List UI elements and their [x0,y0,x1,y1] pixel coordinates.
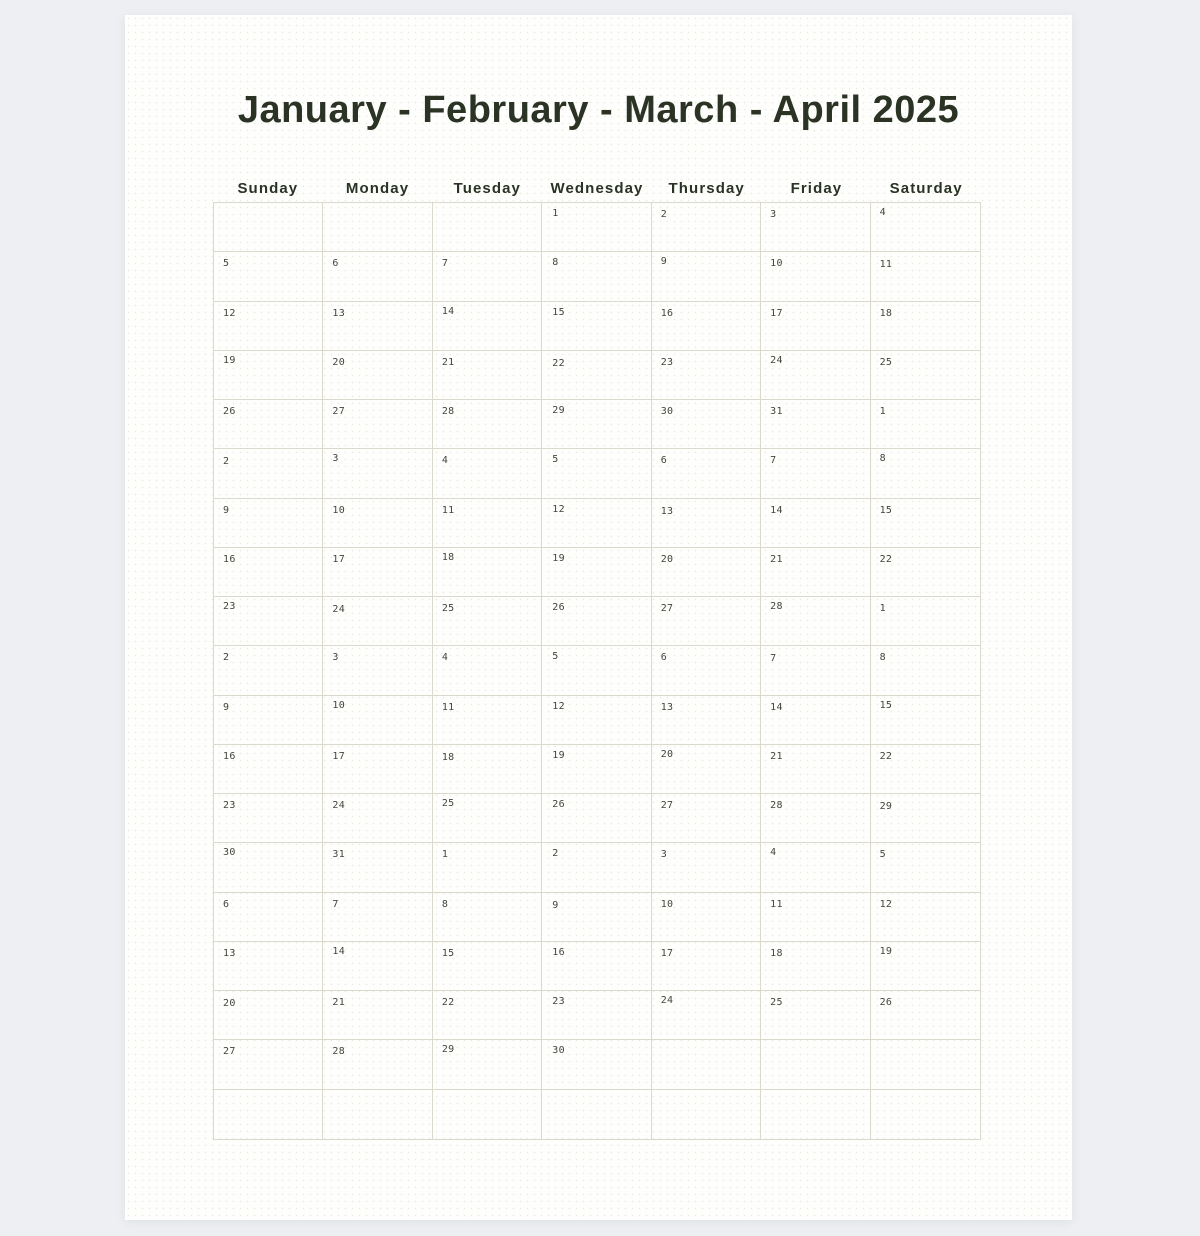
day-header-friday: Friday [790,180,843,197]
day-cell [323,942,432,991]
day-cell [652,794,761,843]
day-number: 22 [552,357,565,369]
day-number: 24 [332,800,346,812]
day-cell [433,696,542,745]
day-cell [323,696,432,745]
day-cell [542,548,651,597]
day-cell [323,794,432,843]
day-number: 1 [441,849,449,861]
day-cell [871,597,980,646]
day-number: 22 [441,997,455,1009]
day-number: 6 [660,455,668,467]
day-cell [323,991,432,1040]
day-number: 3 [332,652,339,664]
day-cell [542,646,651,695]
day-cell [871,893,980,942]
day-number: 26 [879,997,893,1009]
day-cell [871,499,980,548]
day-cell [652,252,761,301]
day-cell [542,252,651,301]
day-number: 2 [660,209,668,220]
day-cell [433,449,542,498]
day-cell [761,351,870,400]
day-cell [871,302,980,351]
day-number: 24 [660,995,674,1007]
day-cell [214,745,323,794]
day-cell [871,449,980,498]
day-cell [871,252,980,301]
day-number: 13 [332,307,346,319]
day-header-sunday: Sunday [237,180,299,197]
day-header-wednesday: Wednesday [550,180,644,197]
day-cell [214,400,323,449]
day-number: 15 [879,699,893,711]
day-cell [542,696,651,745]
day-number: 27 [660,603,674,615]
day-cell [542,942,651,991]
day-cell [323,449,432,498]
day-cell [652,597,761,646]
day-cell [214,548,323,597]
day-cell [214,991,323,1040]
day-number: 14 [441,305,455,317]
day-cell [214,794,323,843]
day-number: 10 [660,898,674,910]
day-number: 10 [332,504,346,516]
day-number: 16 [552,946,565,958]
day-cell [652,499,761,548]
day-number: 16 [223,553,236,565]
day-cell [433,794,542,843]
day-cell [652,203,761,252]
day-number: 15 [552,306,565,318]
day-cell [542,794,651,843]
day-number: 22 [879,750,893,762]
day-number: 9 [223,504,230,516]
day-cell [433,597,542,646]
day-cell [323,745,432,794]
day-cell [542,843,651,892]
day-number: 31 [770,406,783,418]
day-cell [323,351,432,400]
day-number: 20 [660,748,674,760]
day-number: 3 [770,209,777,220]
empty-day-cell [871,1040,980,1089]
day-cell [433,991,542,1040]
day-number: 12 [552,503,565,515]
day-cell [433,745,542,794]
day-cell [214,449,323,498]
day-number: 11 [879,259,893,271]
empty-day-cell [433,203,542,252]
day-cell [761,843,870,892]
day-number: 21 [770,553,783,565]
day-number: 19 [223,354,236,366]
day-number: 11 [770,898,783,910]
day-number: 18 [441,751,455,763]
day-cell [214,302,323,351]
day-number: 14 [770,504,783,516]
day-number: 21 [770,750,783,762]
day-cell [542,203,651,252]
day-number: 28 [441,406,455,418]
day-number: 27 [223,1046,236,1058]
day-cell [214,1040,323,1089]
day-cell [433,646,542,695]
day-cell [214,252,323,301]
day-cell [871,991,980,1040]
day-cell [323,400,432,449]
day-cell [433,942,542,991]
day-number: 18 [879,307,893,319]
day-number: 12 [879,898,893,910]
day-cell [871,696,980,745]
day-cell [323,1040,432,1089]
day-cell [433,843,542,892]
day-number: 5 [223,258,230,270]
day-number: 17 [660,947,674,959]
day-number: 6 [660,652,668,664]
day-number: 11 [441,701,455,713]
day-number: 28 [332,1046,346,1058]
empty-day-cell [214,203,323,252]
day-cell [652,449,761,498]
day-cell [433,351,542,400]
day-cell [323,893,432,942]
day-number: 5 [552,454,559,466]
day-cell [652,302,761,351]
empty-day-cell [652,1040,761,1089]
day-number: 7 [332,898,339,910]
day-cell [214,597,323,646]
day-cell [214,646,323,695]
day-number: 25 [879,356,893,368]
day-number: 20 [660,553,674,565]
day-cell [323,843,432,892]
day-header-monday: Monday [345,180,410,197]
day-cell [871,351,980,400]
day-number: 27 [332,406,346,418]
day-cell [214,942,323,991]
day-cell [323,548,432,597]
day-number: 30 [660,406,674,418]
day-cell [542,449,651,498]
day-number: 20 [332,356,346,368]
day-number: 29 [552,405,565,417]
day-cell [652,942,761,991]
day-cell [761,449,870,498]
day-cell [761,646,870,695]
day-number: 23 [552,996,565,1008]
day-number: 9 [552,899,559,911]
day-cell [761,991,870,1040]
day-number: 29 [441,1044,455,1056]
day-cell [871,745,980,794]
day-cell [871,942,980,991]
day-number: 12 [223,307,236,319]
day-number: 30 [552,1045,565,1057]
day-number: 28 [770,601,783,613]
day-number: 21 [332,997,346,1009]
day-number: 19 [552,749,565,761]
day-cell [433,400,542,449]
day-cell [761,794,870,843]
day-cell [323,499,432,548]
day-cell [542,1040,651,1089]
empty-day-cell [542,1090,651,1139]
day-number: 26 [223,406,236,418]
empty-day-cell [761,1090,870,1139]
day-number: 25 [770,997,783,1009]
day-cell [652,351,761,400]
empty-day-cell [433,1090,542,1139]
day-header-saturday: Saturday [889,180,963,197]
empty-day-cell [761,1040,870,1089]
day-cell [323,252,432,301]
day-number: 10 [770,258,783,270]
empty-day-cell [652,1090,761,1139]
day-cell [542,400,651,449]
day-cell [761,597,870,646]
day-cell [871,646,980,695]
day-cell [652,646,761,695]
day-cell [214,696,323,745]
day-number: 21 [441,356,455,368]
day-number: 24 [332,604,346,616]
day-number: 10 [332,699,346,711]
day-cell [761,893,870,942]
empty-day-cell [214,1090,323,1139]
day-cell [214,893,323,942]
day-cell [214,351,323,400]
day-cell [323,302,432,351]
day-number: 30 [223,847,236,859]
empty-day-cell [323,203,432,252]
day-header-tuesday: Tuesday [453,180,521,197]
day-cell [871,400,980,449]
day-cell [761,252,870,301]
day-cell [433,302,542,351]
day-cell [761,302,870,351]
day-cell [871,203,980,252]
day-cell [214,499,323,548]
day-cell [761,203,870,252]
day-cell [652,991,761,1040]
day-number: 8 [879,652,886,664]
day-cell [871,794,980,843]
day-number: 17 [332,553,346,565]
empty-day-cell [323,1090,432,1139]
day-number: 23 [223,601,236,613]
day-number: 19 [879,945,893,957]
day-number: 23 [223,800,236,812]
day-number: 31 [332,849,346,861]
empty-day-cell [871,1090,980,1139]
calendar [213,171,981,1140]
day-number: 5 [552,651,559,663]
day-cell [433,499,542,548]
day-number: 17 [770,307,783,319]
day-number: 7 [770,455,777,467]
day-number: 25 [441,798,455,810]
day-number: 29 [879,801,893,813]
day-number: 28 [770,800,783,812]
day-number: 18 [770,947,783,959]
day-number: 26 [552,602,565,614]
day-cell [761,400,870,449]
day-number: 4 [879,207,886,218]
day-number: 5 [879,849,886,861]
day-cell [652,745,761,794]
day-cell [214,843,323,892]
day-cell [542,597,651,646]
day-cell [761,745,870,794]
day-number: 13 [660,505,674,517]
day-number: 4 [441,652,449,664]
day-number: 16 [223,750,236,762]
day-cell [761,548,870,597]
day-cell [542,893,651,942]
day-cell [433,252,542,301]
day-cell [761,499,870,548]
day-number: 9 [660,256,668,268]
day-number: 2 [223,456,230,468]
day-number: 19 [552,552,565,564]
day-cell [542,302,651,351]
day-number: 26 [552,799,565,811]
day-cell [542,991,651,1040]
day-number: 6 [332,258,339,270]
day-number: 12 [552,700,565,712]
day-cell [433,548,542,597]
day-number: 6 [223,898,230,910]
day-number: 4 [441,455,449,467]
day-number: 24 [770,354,783,366]
day-cell [652,696,761,745]
day-number: 18 [441,551,455,563]
day-number: 27 [660,800,674,812]
day-number: 14 [332,945,346,957]
day-cell [433,1040,542,1089]
day-number: 1 [879,603,886,615]
day-number: 15 [879,504,893,516]
day-number: 13 [660,701,674,713]
day-cell [761,942,870,991]
day-cell [871,843,980,892]
day-cell [542,745,651,794]
day-number: 8 [441,898,449,910]
day-number: 2 [223,652,230,664]
day-number: 2 [552,848,559,860]
day-number: 3 [660,849,668,861]
calendar-grid [213,202,981,1140]
day-cell [652,548,761,597]
day-cell [652,400,761,449]
day-cell [323,646,432,695]
day-number: 3 [332,453,339,465]
day-number: 22 [879,553,893,565]
day-number: 13 [223,947,236,959]
day-header-thursday: Thursday [668,180,745,197]
day-number: 15 [441,947,455,959]
page-title: January - February - March - April 2025 [237,89,960,131]
day-number: 7 [770,653,777,665]
calendar-page [125,15,1072,1220]
day-number: 25 [441,603,455,615]
day-number: 7 [441,258,449,270]
day-number: 1 [879,406,886,418]
day-number: 20 [223,998,236,1010]
day-number: 8 [879,453,886,465]
day-number: 16 [660,307,674,319]
day-number: 17 [332,750,346,762]
day-number: 23 [660,356,674,368]
day-cell [323,597,432,646]
day-number: 9 [223,701,230,713]
day-cell [871,548,980,597]
day-number: 14 [770,701,783,713]
day-number: 1 [552,208,559,219]
day-number: 4 [770,847,777,859]
day-number: 11 [441,504,455,516]
day-cell [761,696,870,745]
day-cell [433,893,542,942]
day-cell [542,351,651,400]
day-cell [652,843,761,892]
day-header-row [213,171,981,202]
day-cell [652,893,761,942]
day-cell [542,499,651,548]
day-number: 8 [552,257,559,269]
